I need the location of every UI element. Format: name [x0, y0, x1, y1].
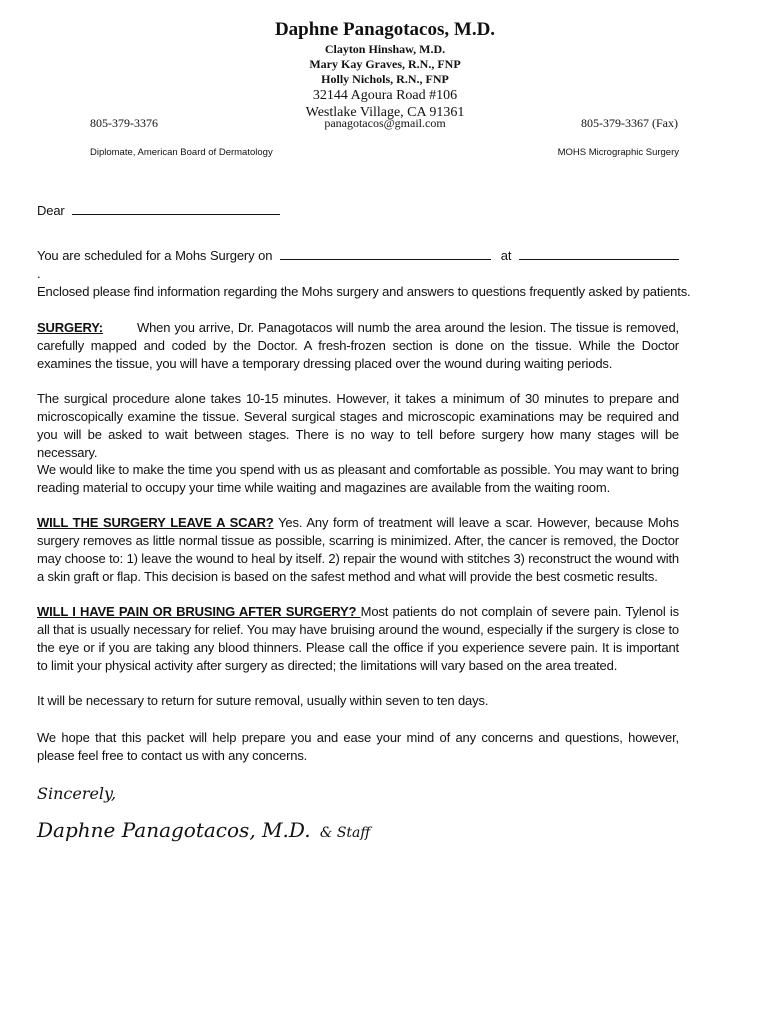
- address-line-1: 32144 Agoura Road #106: [312, 88, 458, 103]
- schedule-line: [37, 247, 679, 283]
- hope-paragraph: We hope that this packet will help prepare you and ease your mind of any concerns and questions, however, please feel free to contact us with any concerns.: [37, 730, 679, 763]
- phone-number: 805-379-3376: [90, 116, 158, 130]
- procedure-paragraph: The surgical procedure alone takes 10-15 minutes. However, it takes a minimum of 30 minutes to prepare and microscopically examine the tissue. Several surgical stages and microscopic examinations may be required and you will be asked to wait between stages. There is no way to tell before surgery how many stages will be necessary.: [37, 391, 679, 460]
- surgery-text: When you arrive, Dr. Panagotacos will numb the area around the lesion. The tissue is removed, carefully mapped and coded by the Doctor. A fresh-frozen section is done on the tissue. While the Doctor examines the tissue, you will have a temporary dressing placed over the wound during waiting periods.: [37, 320, 679, 371]
- patient-name-blank[interactable]: [72, 203, 280, 215]
- surgery-time-blank[interactable]: [519, 248, 679, 260]
- staff-member: Mary Kay Graves, R.N., FNP: [309, 57, 461, 71]
- salutation-line: [37, 202, 679, 220]
- closing: Sincerely,: [37, 784, 117, 803]
- suture-paragraph: It will be necessary to return for suture removal, usually within seven to ten days.: [37, 693, 489, 708]
- scar-heading: WILL THE SURGERY LEAVE A SCAR?: [37, 515, 274, 530]
- signature-staff: & Staff: [319, 825, 371, 841]
- pain-paragraph: [37, 603, 679, 675]
- enclosed-paragraph: Enclosed please find information regarding the Mohs surgery and answers to questions frequently asked by patients.: [37, 284, 691, 299]
- scar-text: Yes. Any form of treatment will leave a scar. However, because Mohs surgery removes as little normal tissue as possible, scarring is minimized. After, the cancer is removed, the Doctor may choose to: 1) leave the wound to heal by itself. 2) repair the wound with stitches 3) reconstruct the wound with a skin graft or flap. This decision is based on the safest method and what will provide the best cosmetic results.: [37, 515, 679, 584]
- schedule-prefix: You are scheduled for a Mohs Surgery on: [37, 248, 273, 263]
- surgery-heading: SURGERY:: [37, 320, 103, 335]
- letterhead: [0, 18, 770, 121]
- email-address: panagotacos@gmail.com: [324, 116, 446, 130]
- pain-heading: WILL I HAVE PAIN OR BRUSING AFTER SURGERY?: [37, 604, 361, 619]
- fax-number: 805-379-3367 (Fax): [581, 116, 678, 130]
- schedule-end: .: [37, 266, 41, 281]
- comfort-paragraph: We would like to make the time you spend with us as pleasant and comfortable as possible. You may want to bring reading material to occupy your time while waiting and magazines are available from the waiting room.: [37, 462, 679, 495]
- scar-paragraph: [37, 514, 679, 586]
- signature: [37, 818, 370, 842]
- schedule-at: at: [500, 248, 512, 263]
- board-credential: Diplomate, American Board of Dermatology: [90, 147, 273, 158]
- address-line-2: Westlake Village, CA 91361: [305, 105, 465, 120]
- specialty-credential: MOHS Micrographic Surgery: [557, 147, 679, 158]
- salutation: Dear: [37, 203, 65, 218]
- surgery-paragraph: [37, 319, 679, 373]
- signature-name: Daphne Panagotacos, M.D.: [37, 818, 311, 842]
- surgery-date-blank[interactable]: [280, 248, 491, 260]
- staff-member: Clayton Hinshaw, M.D.: [324, 42, 446, 56]
- staff-member: Holly Nichols, R.N., FNP: [321, 72, 449, 86]
- doctor-name: Daphne Panagotacos, M.D.: [274, 19, 496, 40]
- pain-text: Most patients do not complain of severe pain. Tylenol is all that is usually necessary for relief. You may have bruising around the wound, especially if the surgery is close to the eye or if you are taking any blood thinners. Please call the office if you experience severe pain. It is important to limit your physical activity after surgery as directed; the limitations will vary based on the area treated.: [37, 604, 680, 673]
